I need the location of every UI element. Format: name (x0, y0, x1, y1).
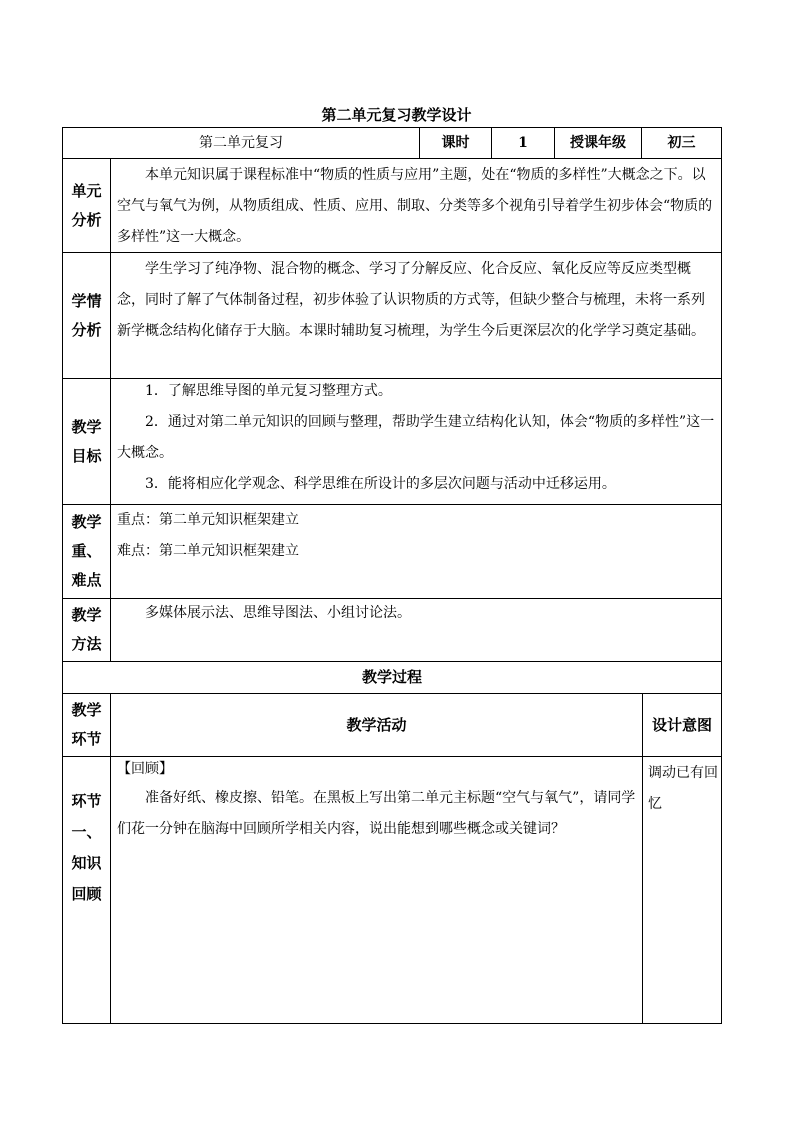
objective-item: 2．通过对第二单元知识的回顾与整理，帮助学生建立结构化认知，体会“物质的多样性”这一大概念。 (117, 414, 715, 461)
process-col-intent: 设计意图 (651, 715, 712, 734)
period-label: 课时 (441, 134, 470, 151)
grade-label: 授课年级 (570, 134, 626, 151)
student-analysis-text: 学生学习了纯净物、混合物的概念、学习了分解反应、化合反应、氧化反应等反应类型概念，同时了解了气体制备过程，初步体验了认识物质的方式等，但缺少整合与梳理，未将一系列新学概念结构化储存于大脑。本课时辅助复习梳理，为学生今后更深层次的化学学习奠定基础。 (117, 261, 705, 339)
student-analysis-label (62, 252, 111, 379)
methods-text: 多媒体展示法、思维导图法、小组讨论法。 (145, 605, 411, 621)
unit-name: 第二单元复习 (199, 134, 283, 151)
process-col-stage (62, 693, 111, 757)
objectives-label (62, 378, 111, 505)
grade-value: 初三 (667, 134, 696, 151)
process-heading: 教学过程 (361, 668, 422, 686)
label-line: 学情 (71, 291, 102, 310)
unit-analysis-label (62, 158, 111, 253)
label-line: 环节 (71, 730, 102, 748)
difficult-point-text: 难点：第二单元知识框架建立 (117, 543, 299, 559)
stage1-text: 准备好纸、橡皮擦、铅笔。在黑板上写出第二单元主标题“空气与氧气”，请同学们花一分钟在脑海中回顾所学相关内容，说出能想到哪些概念或关键词？ (117, 790, 636, 837)
label-line: 教学 (71, 701, 102, 719)
label-line: 一、 (71, 823, 102, 841)
period-value: 1 (518, 134, 528, 151)
label-line: 知识 (71, 854, 102, 872)
label-line: 教学 (71, 513, 102, 531)
key-point-text: 重点：第二单元知识框架建立 (117, 512, 299, 528)
label-line: 方法 (71, 635, 102, 653)
unit-analysis-text: 本单元知识属于课程标准中“物质的性质与应用”主题，处在“物质的多样性”大概念之下。以空气与氧气为例，从物质组成、性质、应用、制取、分类等多个视角引导着学生初步体会“物质的多样性”这一大概念。 (117, 167, 713, 245)
label-line: 教学 (71, 606, 102, 624)
label-line: 回顾 (71, 885, 102, 903)
label-line: 分析 (71, 320, 102, 339)
methods-label (62, 598, 111, 662)
document-title: 第二单元复习教学设计 (321, 106, 472, 124)
key-points-label (62, 504, 111, 599)
objective-item: 1．了解思维导图的单元复习整理方式。 (145, 383, 392, 399)
process-col-activity: 教学活动 (346, 715, 407, 734)
label-line: 难点 (71, 571, 102, 589)
label-line: 教学 (71, 417, 102, 436)
label-line: 重、 (71, 542, 102, 560)
stage1-tag: 【回顾】 (117, 761, 173, 777)
objective-item: 3．能将相应化学观念、科学思维在所设计的多层次问题与活动中迁移运用。 (145, 476, 616, 492)
stage1-label (62, 786, 111, 910)
label-line: 单元 (71, 181, 102, 200)
label-line: 分析 (71, 210, 102, 229)
stage1-intent: 调动已有回忆 (648, 765, 718, 812)
label-line: 环节 (71, 792, 102, 810)
label-line: 目标 (71, 446, 102, 465)
